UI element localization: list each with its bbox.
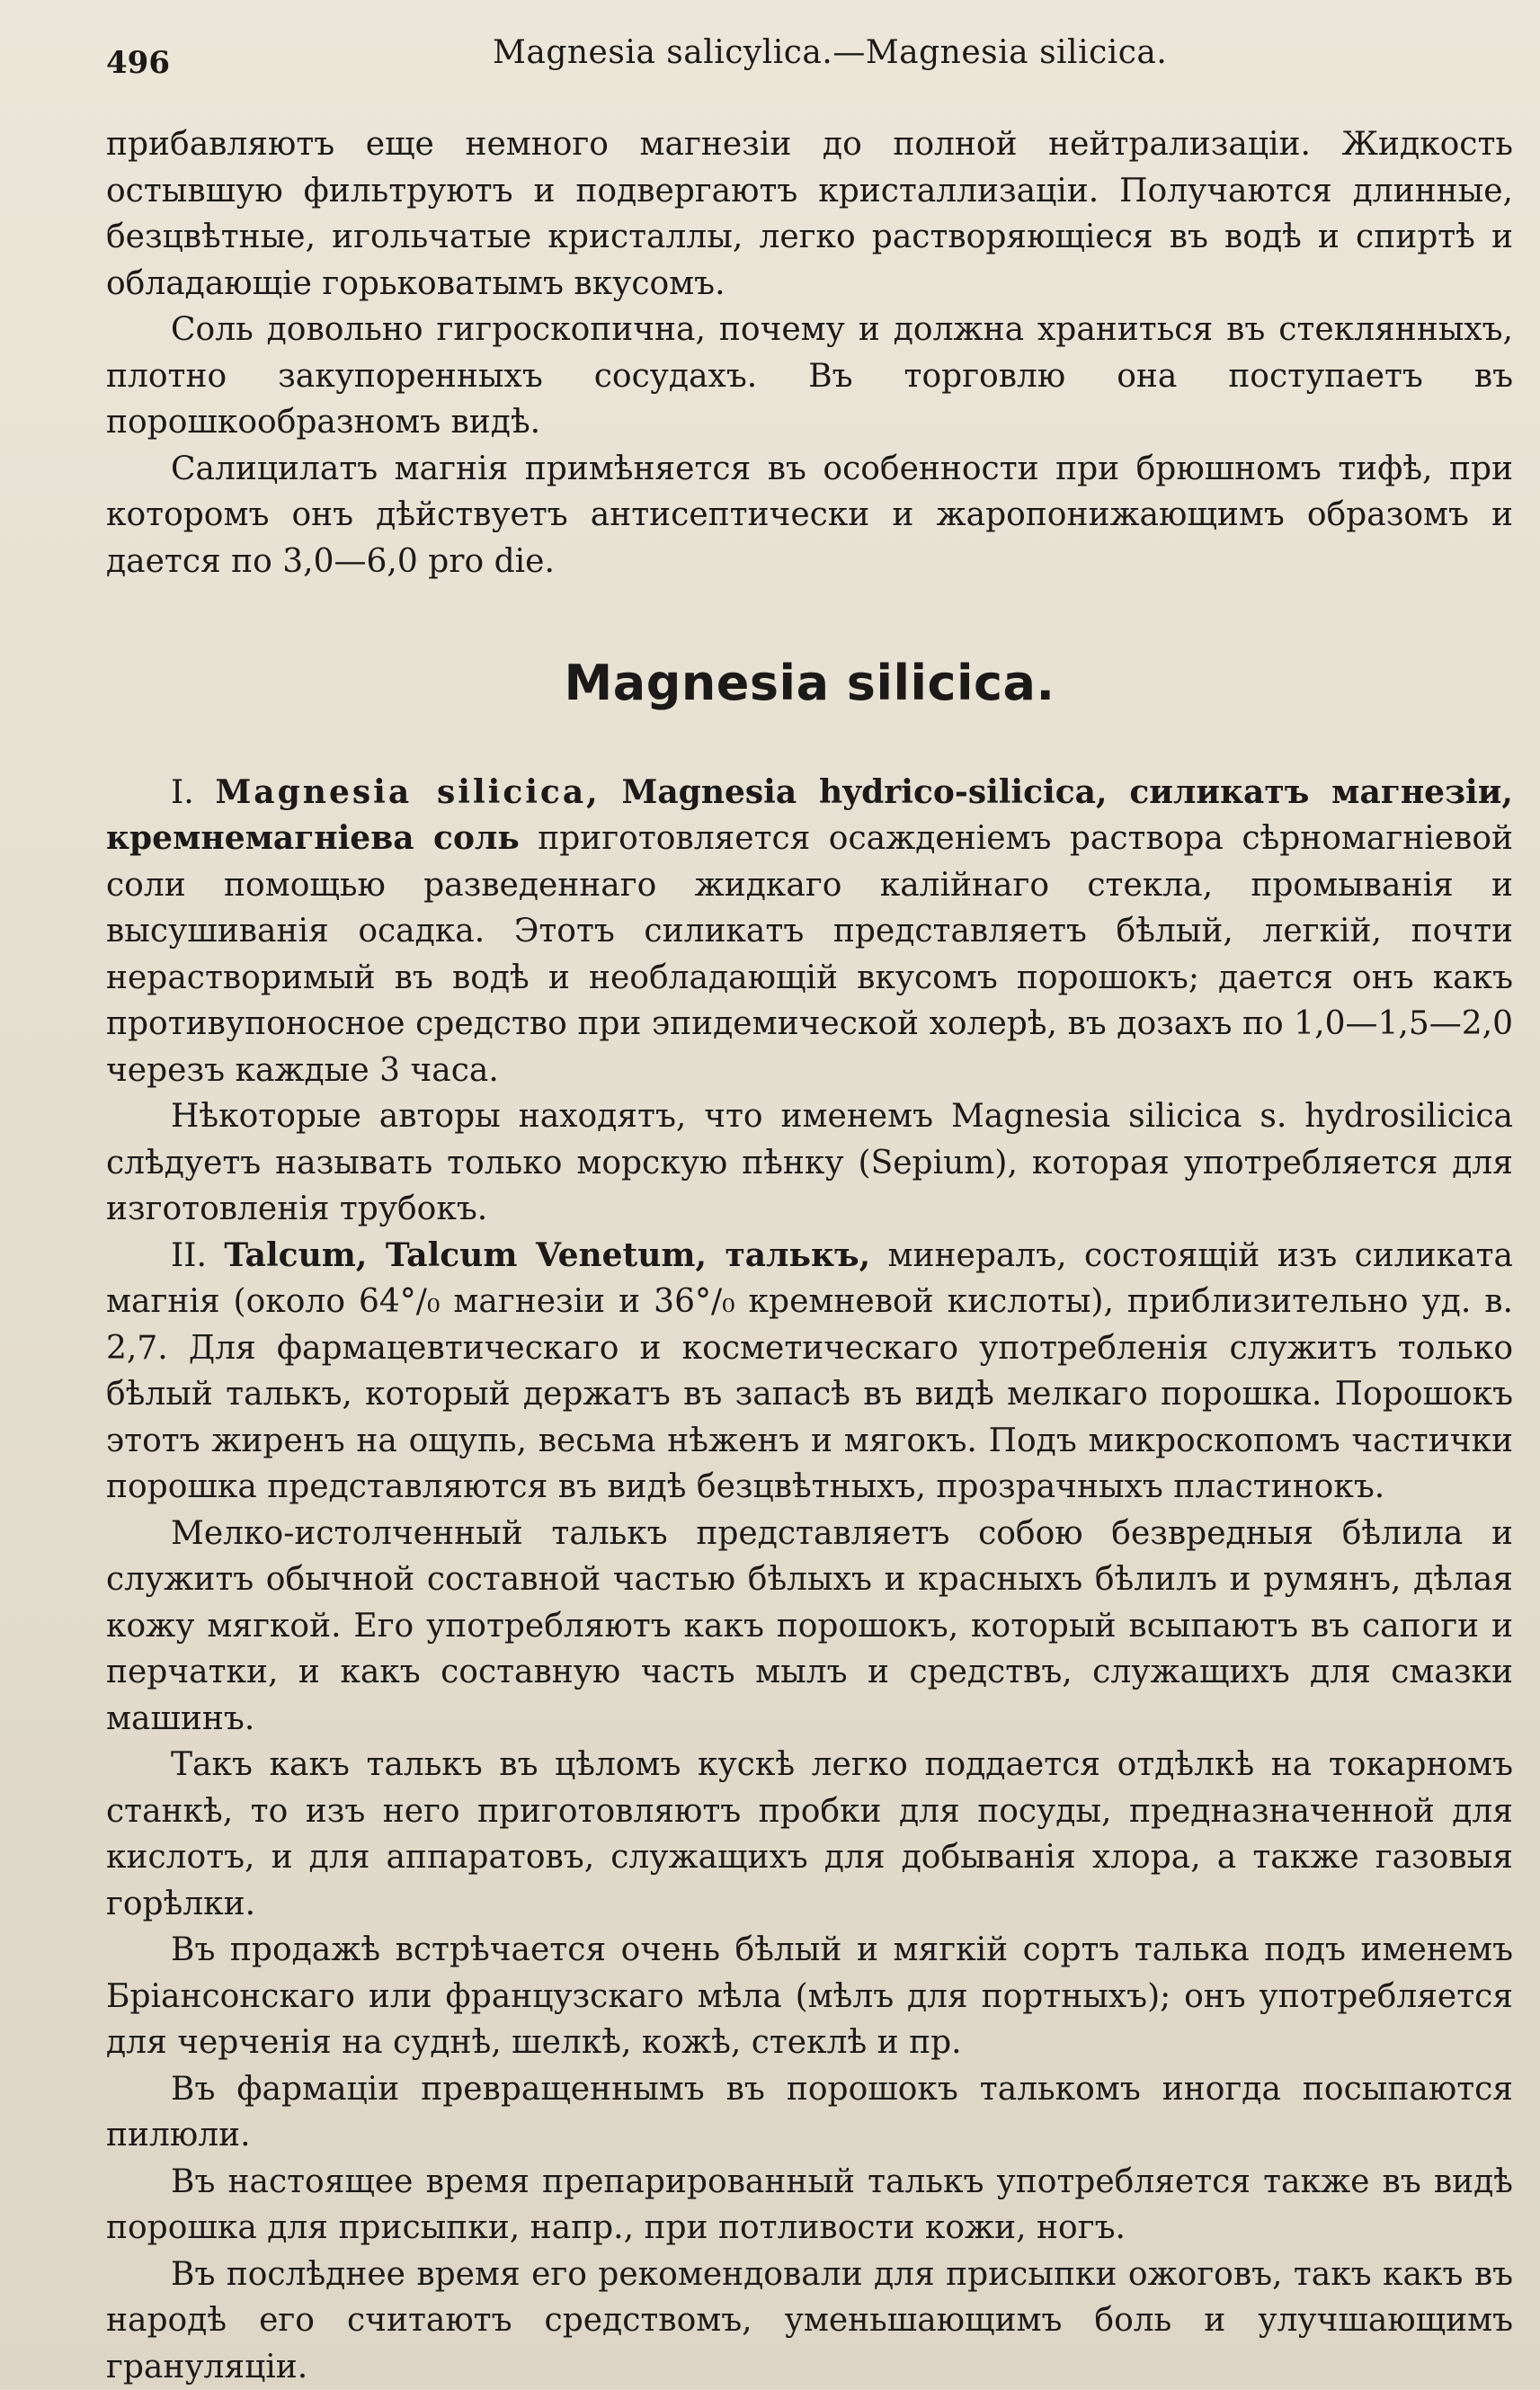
section-ii-paragraph-4: Въ продажѣ встрѣчается очень бѣлый и мягкій сортъ талька подъ именемъ Бріансонскаго или французскаго мѣла (мѣлъ для портныхъ); онъ употребляется для черченія на суднѣ, шелкѣ, кожѣ, стеклѣ и пр. — [106, 1927, 1513, 2066]
section-ii-paragraph-2: Мелко-истолченный талькъ представляетъ собою безвредныя бѣлила и служитъ обычной составной частью бѣлыхъ и красныхъ бѣлилъ и румянъ, дѣлая кожу мягкой. Его употребляютъ какъ порошокъ, который всыпаютъ въ сапоги и перчатки, и какъ составную часть мылъ и средствъ, служащихъ для смазки машинъ. — [106, 1511, 1513, 1743]
section-i-number: I. — [171, 774, 194, 811]
section-i-paragraph — [106, 770, 1513, 1094]
section-ii-names: Talcum, Talcum Venetum, талькъ, — [224, 1236, 870, 1274]
running-header — [106, 34, 1509, 88]
section-i-paragraph-2: Нѣкоторые авторы находятъ, что именемъ Magnesia silicica s. hydrosilicica слѣдуетъ называть только морскую пѣнку (Sepium), которая употребляется для изготовленія трубокъ. — [106, 1093, 1513, 1233]
section-ii-paragraph-5: Въ фармаціи превращеннымъ въ порошокъ талькомъ иногда посыпаются пилюли. — [106, 2066, 1513, 2159]
section-ii-paragraph — [106, 1233, 1513, 1511]
section-i-synonyms: Magnesia hydrico-silicica, силикатъ магнезіи, кремнемагніева соль — [106, 773, 1513, 858]
section-title: Magnesia silicica. — [106, 660, 1513, 707]
body-text — [106, 121, 1513, 2390]
section-ii-paragraph-7: Въ послѣднее время его рекомендовали для присыпки ожоговъ, такъ какъ въ народѣ его считаютъ средствомъ, уменьшающимъ боль и улучшающимъ грануляціи. — [106, 2252, 1513, 2390]
section-ii-text: минералъ, состоящій изъ силиката магнія (около 64°/₀ магнезіи и 36°/₀ кремневой кислоты), приблизительно уд. в. 2,7. Для фармацевтическаго и косметическаго употребленія служитъ только бѣлый талькъ, который держатъ въ запасѣ въ видѣ мелкаго порошка. Порошокъ этотъ жиренъ на ощупь, весьма нѣженъ и мягокъ. Подъ микроскопомъ частички порошка представляются въ видѣ безцвѣтныхъ, прозрачныхъ пластинокъ. — [106, 1237, 1513, 1506]
intro-paragraph-2: Соль довольно гигроскопична, почему и должна храниться въ стеклянныхъ, плотно закупоренныхъ сосудахъ. Въ торговлю она поступаетъ въ порошкообразномъ видѣ. — [106, 307, 1513, 446]
intro-paragraph-1: прибавляютъ еще немного магнезіи до полной нейтрализаціи. Жидкость остывшую фильтруютъ и подвергаютъ кристаллизаціи. Получаются длинные, безцвѣтные, игольчатые кристаллы, легко растворяющіеся въ водѣ и спиртѣ и обладающіе горьковатымъ вкусомъ. — [106, 121, 1513, 307]
section-i-text: приготовляется осажденіемъ раствора сѣрномагніевой соли помощью разведеннаго жидкаго калійнаго стекла, промыванія и высушиванія осадка. Этотъ силикатъ представляетъ бѣлый, легкій, почти нерастворимый въ водѣ и необладающій вкусомъ порошокъ; дается онъ какъ противупоносное средство при эпидемической холерѣ, въ дозахъ по 1,0—1,5—2,0 черезъ каждые 3 часа. — [106, 820, 1513, 1089]
running-title: Magnesia salicylica.—Magnesia silicica. — [493, 34, 1167, 71]
page-number: 496 — [106, 45, 170, 81]
section-ii-number: II. — [171, 1237, 207, 1274]
intro-paragraph-3: Салицилатъ магнія примѣняется въ особенности при брюшномъ тифѣ, при которомъ онъ дѣйствуетъ антисептически и жаропонижающимъ образомъ и дается по 3,0—6,0 pro die. — [106, 446, 1513, 585]
section-i-name: Magnesia silicica, — [215, 773, 600, 811]
section-ii-paragraph-3: Такъ какъ талькъ въ цѣломъ кускѣ легко поддается отдѣлкѣ на токарномъ станкѣ, то изъ него приготовляютъ пробки для посуды, предназначенной для кислотъ, и для аппаратовъ, служащихъ для добыванія хлора, а также газовыя горѣлки. — [106, 1742, 1513, 1927]
section-ii-paragraph-6: Въ настоящее время препарированный талькъ употребляется также въ видѣ порошка для присыпки, напр., при потливости кожи, ногъ. — [106, 2159, 1513, 2252]
